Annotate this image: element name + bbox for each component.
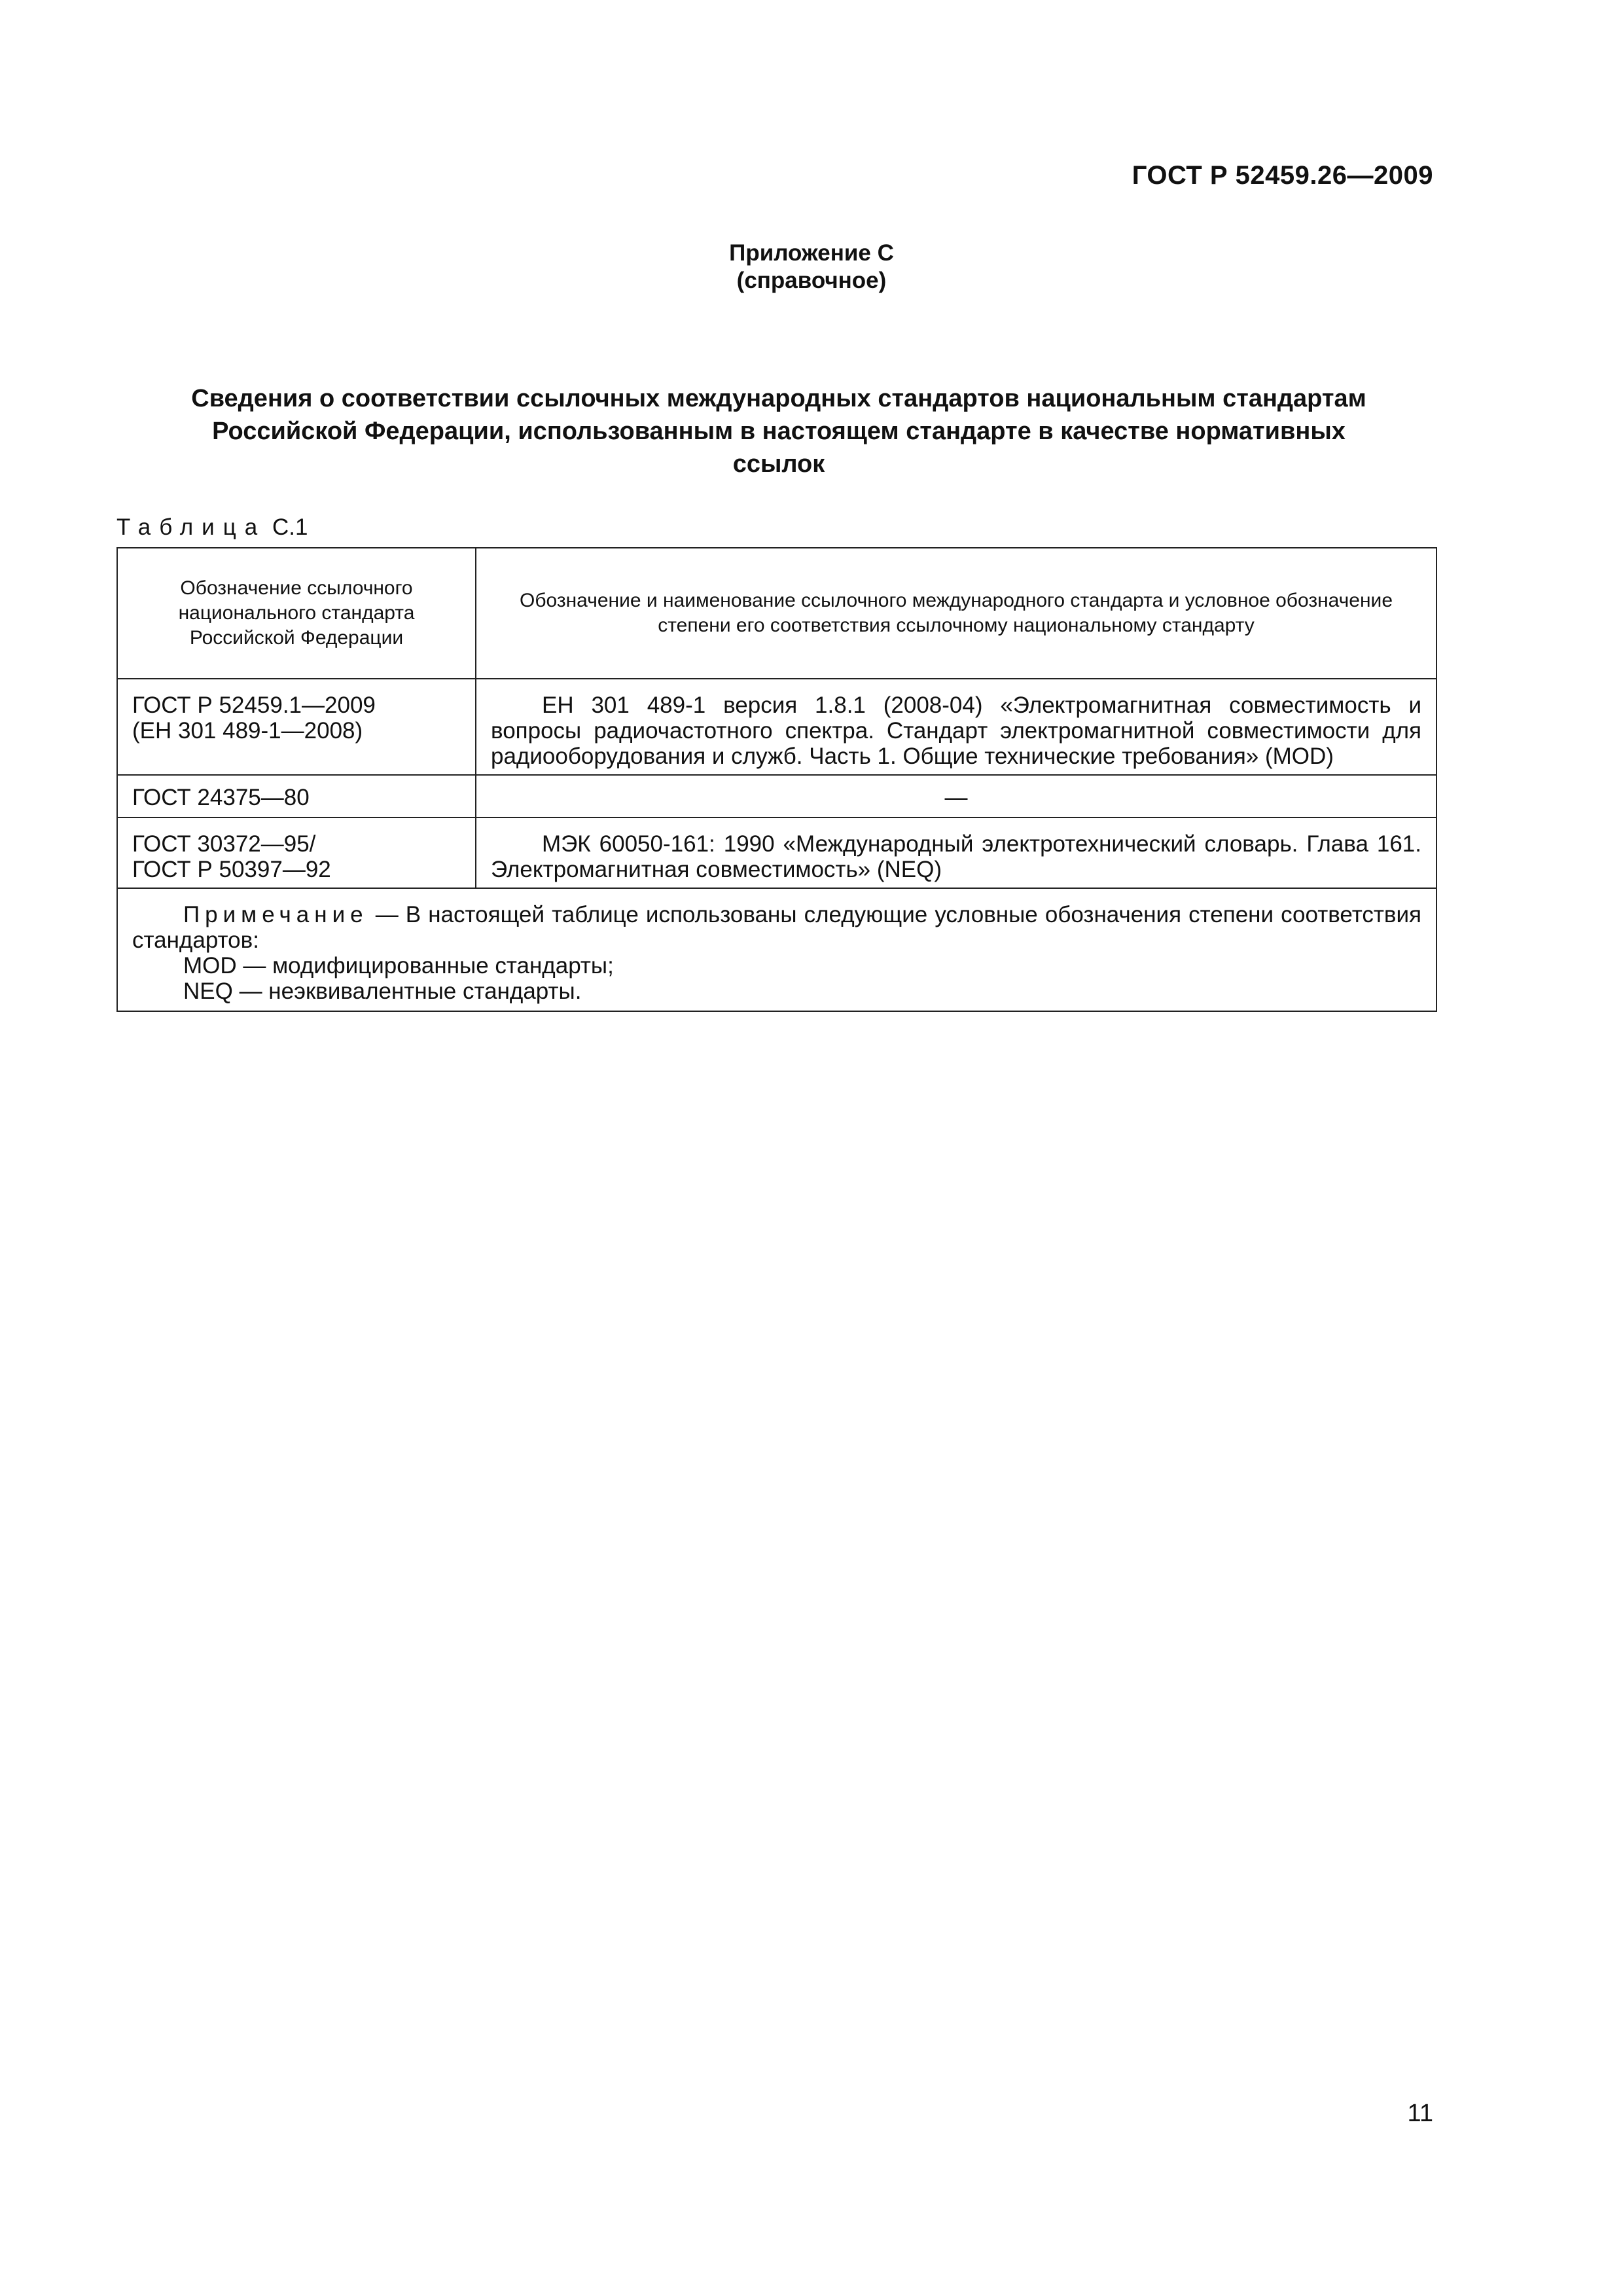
header-international-standard: Обозначение и наименование ссылочного международного стандарта и условное обозначение степени его соответствия ссылочному национальному стандарту <box>476 548 1436 679</box>
national-standard-line: ГОСТ 30372—95/ <box>132 831 316 857</box>
page-number: 11 <box>1407 2100 1433 2127</box>
section-title-line-1: Сведения о соответствии ссылочных международных стандартов национальным стандартам <box>191 385 1366 412</box>
appendix-type: (справочное) <box>736 268 887 293</box>
section-title-line-3: ссылок <box>732 450 825 478</box>
international-standard-cell: МЭК 60050-161: 1990 «Международный электротехнический словарь. Глава 161. Электромагнитная совместимость» (NEQ) <box>476 817 1436 888</box>
national-standard-cell: ГОСТ 24375—80 <box>117 775 476 817</box>
reference-table <box>116 547 1437 1012</box>
table-row <box>117 817 1436 888</box>
table-caption <box>116 514 308 541</box>
table-note-row <box>117 888 1436 1011</box>
table-row <box>117 679 1436 775</box>
appendix-heading <box>0 240 1623 295</box>
international-standard-cell: ЕН 301 489-1 версия 1.8.1 (2008-04) «Электромагнитная совместимость и вопросы радиочастотного спектра. Стандарт электромагнитной совместимости для радиооборудования и служб. Часть 1. Общие технические требования» (MOD) <box>476 679 1436 775</box>
note-text: — В настоящей таблице использованы следующие условные обозначения степени соответствия стандартов: <box>132 902 1421 953</box>
document-code: ГОСТ Р 52459.26—2009 <box>1132 161 1433 190</box>
national-standard-cell <box>117 817 476 888</box>
national-standard-line: (ЕН 301 489-1—2008) <box>132 718 363 744</box>
note-mod-line: MOD — модифицированные стандарты; <box>183 953 614 978</box>
table-header-row <box>117 548 1436 679</box>
national-standard-cell <box>117 679 476 775</box>
note-paragraph <box>132 902 1421 953</box>
table-note <box>117 888 1436 1011</box>
international-standard-cell: — <box>476 775 1436 817</box>
section-title <box>118 382 1440 480</box>
national-standard-line: ГОСТ Р 50397—92 <box>132 857 331 882</box>
note-neq-line: NEQ — неэквивалентные стандарты. <box>183 978 582 1004</box>
section-title-line-2: Российской Федерации, использованным в настоящем стандарте в качестве нормативных <box>212 418 1346 445</box>
table-row <box>117 775 1436 817</box>
table-caption-number: С.1 <box>272 514 308 540</box>
note-label: Примечание <box>183 902 368 927</box>
header-national-standard: Обозначение ссылочного национального стандарта Российской Федерации <box>117 548 476 679</box>
national-standard-line: ГОСТ Р 52459.1—2009 <box>132 692 376 718</box>
appendix-title: Приложение С <box>729 240 894 266</box>
table-caption-word: Таблица <box>116 514 266 540</box>
